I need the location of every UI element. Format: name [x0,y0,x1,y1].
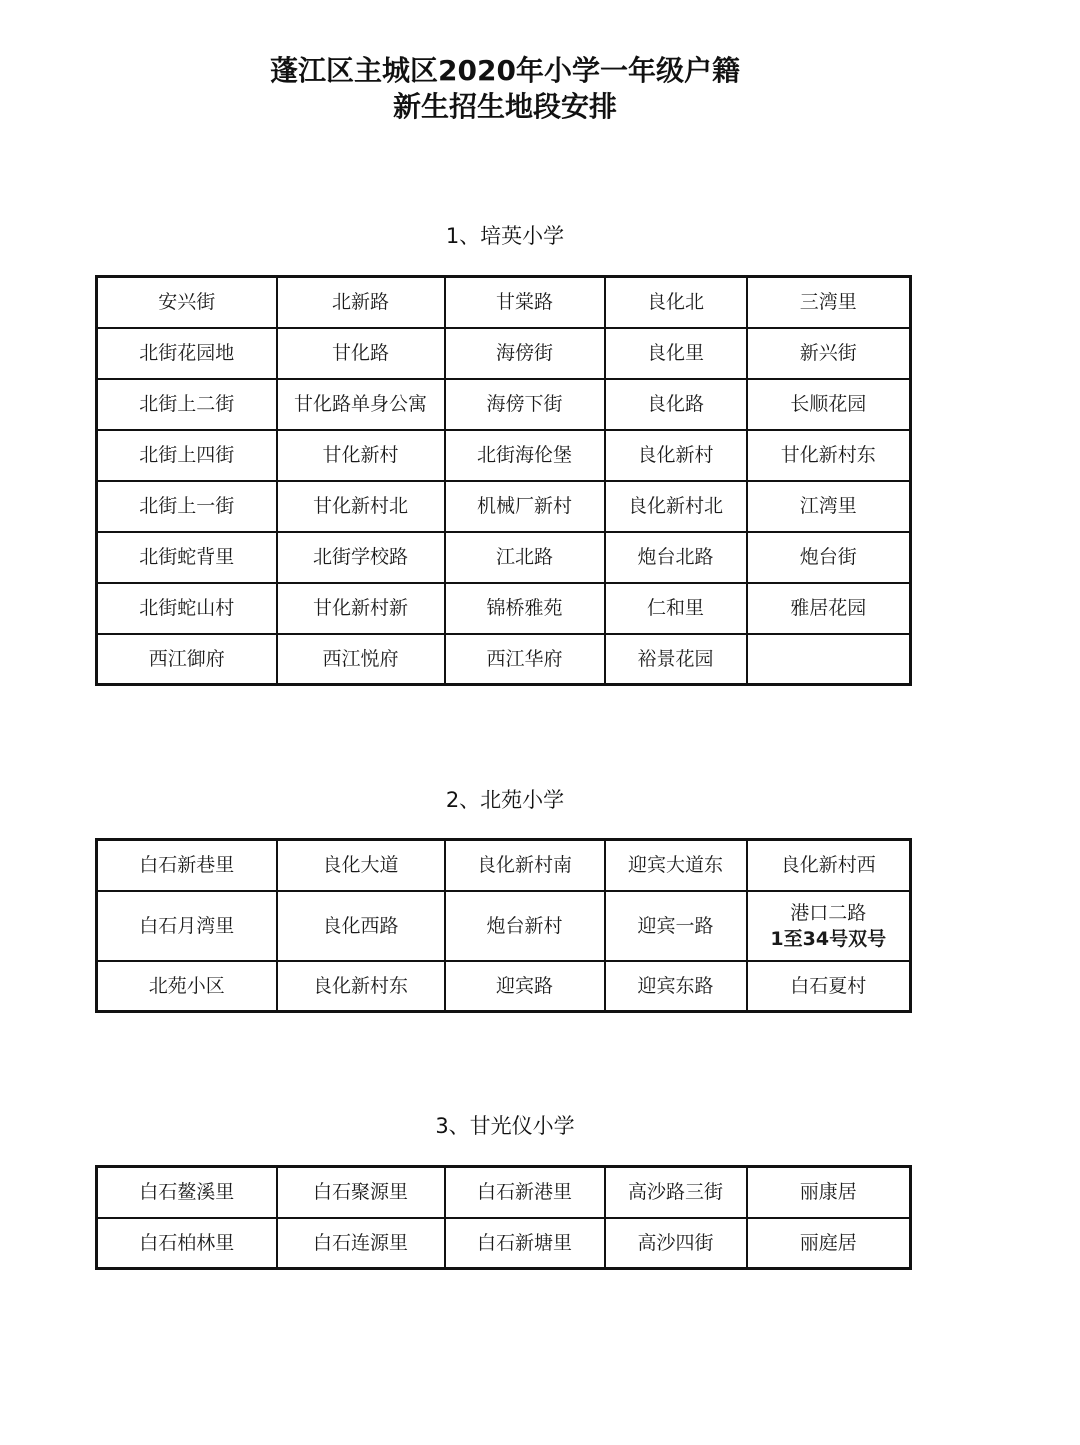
table-cell: 北街学校路 [277,532,445,583]
table-cell: 北街蛇山村 [97,583,277,634]
table-cell: 仁和里 [605,583,747,634]
table-cell-empty [747,634,911,685]
table-cell: 迎宾一路 [605,891,747,961]
table-cell: 江北路 [445,532,605,583]
table-row [97,379,911,430]
table-cell: 江湾里 [747,481,911,532]
table-beiyuan [95,838,912,1013]
table-cell: 新兴街 [747,328,911,379]
table-cell: 三湾里 [747,277,911,328]
title-line-2: 新生招生地段安排 [392,90,617,123]
table-row [97,532,911,583]
table-cell: 北街海伦堡 [445,430,605,481]
table-cell: 北街花园地 [97,328,277,379]
table-cell: 海傍下街 [445,379,605,430]
table-cell: 雅居花园 [747,583,911,634]
table-cell: 白石新巷里 [97,840,277,891]
table-cell: 白石新港里 [445,1167,605,1218]
table-row [97,891,911,961]
table-row [97,277,911,328]
table-row [97,1167,911,1218]
table-cell: 裕景花园 [605,634,747,685]
table-cell: 北苑小区 [97,961,277,1012]
table-cell: 良化里 [605,328,747,379]
table-row [97,430,911,481]
table-cell: 炮台新村 [445,891,605,961]
table-row [97,328,911,379]
table-cell: 迎宾东路 [605,961,747,1012]
table-cell: 良化新村 [605,430,747,481]
table-cell: 迎宾路 [445,961,605,1012]
table-cell: 北新路 [277,277,445,328]
table-cell: 北街上四街 [97,430,277,481]
table-cell: 西江华府 [445,634,605,685]
table-cell: 白石柏林里 [97,1218,277,1269]
table-cell: 炮台街 [747,532,911,583]
table-cell: 白石聚源里 [277,1167,445,1218]
title-line-1: 蓬江区主城区2020年小学一年级户籍 [270,54,740,87]
table-cell: 白石新塘里 [445,1218,605,1269]
table-cell: 高沙路三街 [605,1167,747,1218]
table-cell: 甘化新村北 [277,481,445,532]
table-row [97,634,911,685]
table-cell: 良化路 [605,379,747,430]
table-peiying [95,275,912,686]
table-cell: 高沙四街 [605,1218,747,1269]
table-cell: 北街上一街 [97,481,277,532]
table-cell: 锦桥雅苑 [445,583,605,634]
section-heading-ganguangyi: 3、甘光仪小学 [435,1114,575,1138]
table-ganguangyi [95,1165,912,1270]
table-cell: 长顺花园 [747,379,911,430]
table-cell: 甘化路 [277,328,445,379]
table-cell-two-line [747,891,911,961]
section-heading-peiying: 1、培英小学 [445,224,565,248]
table-row [97,481,911,532]
table-cell: 白石月湾里 [97,891,277,961]
table-cell: 机械厂新村 [445,481,605,532]
table-cell: 良化新村南 [445,840,605,891]
table-cell: 海傍街 [445,328,605,379]
table-cell: 丽康居 [747,1167,911,1218]
cell-line-2: 1至34号双号 [770,927,887,950]
table-cell: 甘化新村新 [277,583,445,634]
table-cell: 良化大道 [277,840,445,891]
table-cell: 白石连源里 [277,1218,445,1269]
table-cell: 良化新村北 [605,481,747,532]
section-heading-beiyuan: 2、北苑小学 [445,788,565,812]
table-cell: 西江悦府 [277,634,445,685]
table-cell: 甘化新村 [277,430,445,481]
table-cell: 炮台北路 [605,532,747,583]
table-cell: 白石夏村 [747,961,911,1012]
table-cell: 良化新村东 [277,961,445,1012]
table-row [97,840,911,891]
table-cell: 良化新村西 [747,840,911,891]
table-cell: 北街蛇背里 [97,532,277,583]
table-row [97,961,911,1012]
table-cell: 白石鳌溪里 [97,1167,277,1218]
table-cell: 甘化新村东 [747,430,911,481]
table-cell: 甘化路单身公寓 [277,379,445,430]
table-cell: 西江御府 [97,634,277,685]
cell-line-1: 港口二路 [790,901,867,924]
table-cell: 甘棠路 [445,277,605,328]
table-cell: 丽庭居 [747,1218,911,1269]
table-cell: 良化西路 [277,891,445,961]
table-cell: 迎宾大道东 [605,840,747,891]
table-cell: 北街上二街 [97,379,277,430]
table-row [97,583,911,634]
table-cell: 安兴街 [97,277,277,328]
table-row [97,1218,911,1269]
table-cell: 良化北 [605,277,747,328]
